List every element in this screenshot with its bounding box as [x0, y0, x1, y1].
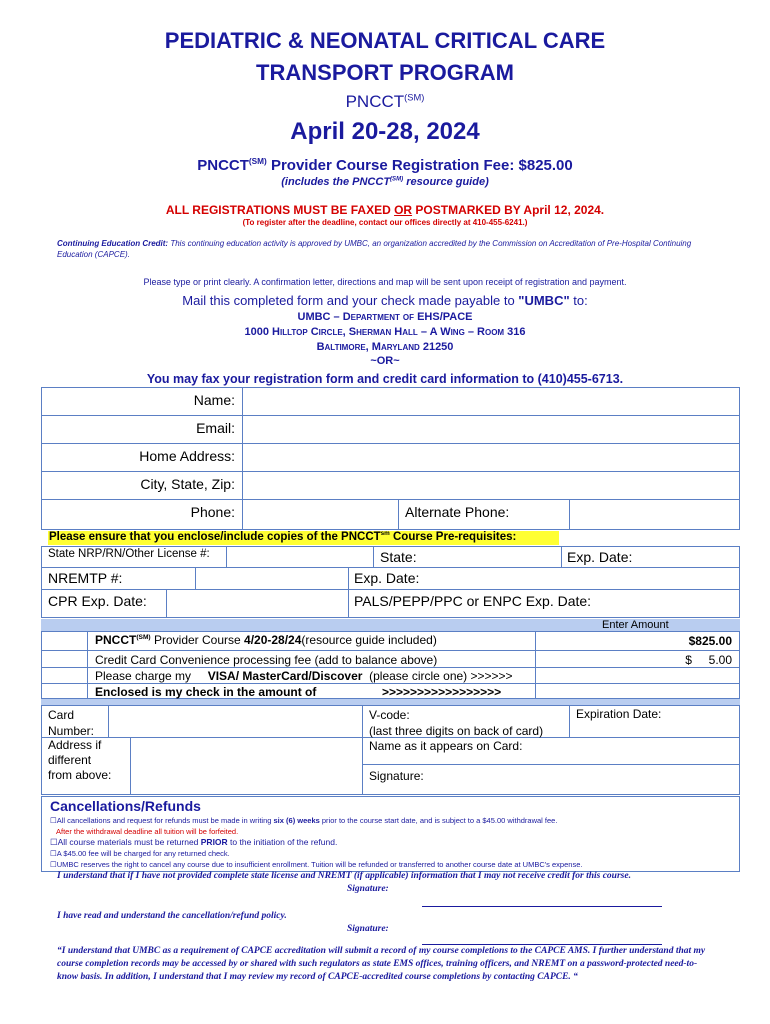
state-field[interactable]	[430, 547, 560, 566]
nremtp-exp-label: Exp. Date:	[354, 570, 420, 586]
phone-label: Phone:	[190, 504, 235, 520]
refund-rule-1: ☐All cancellations and request for refunds must be made in writing six (6) weeks prior to the course start date, and is subject to a $45.00 withdrawal fee.	[50, 816, 558, 825]
agreement-license: I understand that if I have not provided complete state license and NREMT (if applicable) information that I may not receive credit for this course.	[57, 871, 631, 881]
card-signature-label: Signature:	[369, 769, 424, 783]
nremtp-field[interactable]	[196, 568, 347, 588]
refund-rule-3: ☐All course materials must be returned PRIOR to the initiation of the refund.	[50, 837, 338, 847]
card-number-label: Card Number:	[48, 708, 95, 738]
expiration-label: Expiration Date:	[576, 707, 662, 721]
check-arrows: >>>>>>>>>>>>>>>>>	[382, 685, 502, 699]
refund-rule-2: After the withdrawal deadline all tuition will be forfeited.	[56, 827, 239, 836]
vcode-label: V-code: (last three digits on back of card)	[369, 708, 544, 738]
expiration-field[interactable]	[570, 706, 739, 736]
pals-label: PALS/PEPP/PPC or ENPC Exp. Date:	[354, 593, 592, 609]
or-divider: ~OR~	[370, 355, 400, 367]
deadline-notice: ALL REGISTRATIONS MUST BE FAXED OR POSTMARKED BY April 12, 2024.	[165, 203, 605, 217]
license-exp-label: Exp. Date:	[567, 549, 633, 565]
cc-fee-line: Credit Card Convenience processing fee (add to balance above)	[95, 653, 438, 667]
name-on-card-label: Name as it appears on Card:	[369, 739, 523, 753]
city-state-zip-field[interactable]	[243, 472, 739, 498]
cpr-label: CPR Exp. Date:	[48, 593, 147, 609]
nremtp-exp-field[interactable]	[430, 568, 739, 588]
fax-instructions: You may fax your registration form and credit card information to (410)455-6713.	[146, 372, 624, 386]
cc-fee-amount: $ 5.00	[685, 653, 732, 667]
acronym: $PNCCT^{(SM)}$	[345, 92, 425, 111]
check-line: Enclosed is my check in the amount of	[95, 685, 317, 699]
enter-amount-header: Enter Amount	[602, 619, 669, 631]
fee-note: (includes the $PNCCT^{(SM)}$ resource guide)	[281, 176, 489, 188]
refunds-title: Cancellations/Refunds	[50, 798, 201, 814]
agreement-refund: I have read and understand the cancellation/refund policy.	[57, 911, 287, 921]
signature-line-1[interactable]	[422, 906, 662, 907]
email-field[interactable]	[243, 416, 739, 442]
alt-phone-field[interactable]	[570, 500, 739, 529]
charge-amount-field[interactable]	[536, 668, 739, 682]
signature-label-2: Signature:	[347, 924, 389, 934]
alt-phone-label: Alternate Phone:	[405, 504, 510, 520]
instructions: Please type or print clearly. A confirmation letter, directions and map will be sent upon receipt of registration and payment.	[143, 277, 627, 287]
address-line-2: 1000 Hilltop Circle, Sherman Hall – A Wing – Room 316	[244, 326, 526, 338]
nremtp-label: NREMTP #:	[48, 570, 123, 586]
name-label: Name:	[193, 392, 235, 408]
address-line-1: UMBC – Department of EHS/PACE	[297, 311, 473, 323]
registration-fee: $PNCCT^{(SM)}$ Provider Course Registration Fee: $825.00	[197, 157, 573, 174]
signature-label-1: Signature:	[347, 884, 389, 894]
home-address-field[interactable]	[243, 444, 739, 470]
alt-address-label: Address if different from above:	[48, 738, 112, 782]
charge-line: Please charge my VISA/ MasterCard/Discover (please circle one) >>>>>>	[95, 669, 513, 683]
refund-rule-4: ☐A $45.00 fee will be charged for any returned check.	[50, 849, 230, 858]
alt-address-field[interactable]	[131, 738, 361, 794]
card-signature-field[interactable]	[440, 765, 739, 794]
state-label: State:	[380, 549, 417, 565]
license-label: State NRP/RN/Other License #:	[48, 548, 210, 560]
home-address-label: Home Address:	[139, 448, 235, 464]
phone-field[interactable]	[243, 500, 397, 529]
city-state-zip-label: City, State, Zip:	[140, 476, 235, 492]
ce-credit: Continuing Education Credit: This continuing education activity is approved by UMBC, an organization accredited by the Commission on Accreditation of Pre-Hospital Continuing Education (CAPCE).	[57, 239, 692, 259]
name-field[interactable]	[243, 388, 739, 414]
course-dates: April 20-28, 2024	[290, 118, 480, 145]
license-field[interactable]	[227, 547, 372, 566]
email-label: Email:	[196, 420, 235, 436]
card-number-field[interactable]	[109, 706, 361, 736]
course-amount: $825.00	[688, 634, 732, 648]
prereq-heading: Please ensure that you enclose/include copies of the $PNCCT^{sm}$ Course Pre-requisites:	[49, 530, 517, 543]
license-exp-field[interactable]	[640, 547, 739, 566]
mail-instructions: Mail this completed form and your check made payable to "UMBC" to:	[182, 293, 588, 308]
title-line-1: PEDIATRIC & NEONATAL CRITICAL CARE	[164, 28, 606, 53]
address-line-3: Baltimore, Maryland 21250	[316, 341, 454, 353]
check-amount-field[interactable]	[536, 684, 739, 698]
course-line: $PNCCT^{(SM)}$ Provider Course 4/20-28/24(resource guide included)	[95, 633, 437, 647]
refund-rule-5: ☐UMBC reserves the right to cancel any course due to insufficient enrollment. Tuition will be refunded or transferred to another course date at UMBC's expense.	[50, 860, 583, 869]
title-line-2: TRANSPORT PROGRAM	[256, 60, 514, 85]
agreement-capce: “I understand that UMBC as a requirement of CAPCE accreditation will submit a record of my course completions to the CAPCE AMS. I further understand that my course completion records may be accessed by or shared with such regulators as state EMS offices, training officers, and NREMT on a password-protected need-to-know basis. In addition, I understand that I may review my record of CAPCE-accredited course completions by contacting CAPCE. “	[57, 946, 706, 982]
deadline-note: (To register after the deadline, contact our offices directly at 410-455-6241.)	[242, 218, 528, 227]
cpr-field[interactable]	[167, 590, 347, 617]
